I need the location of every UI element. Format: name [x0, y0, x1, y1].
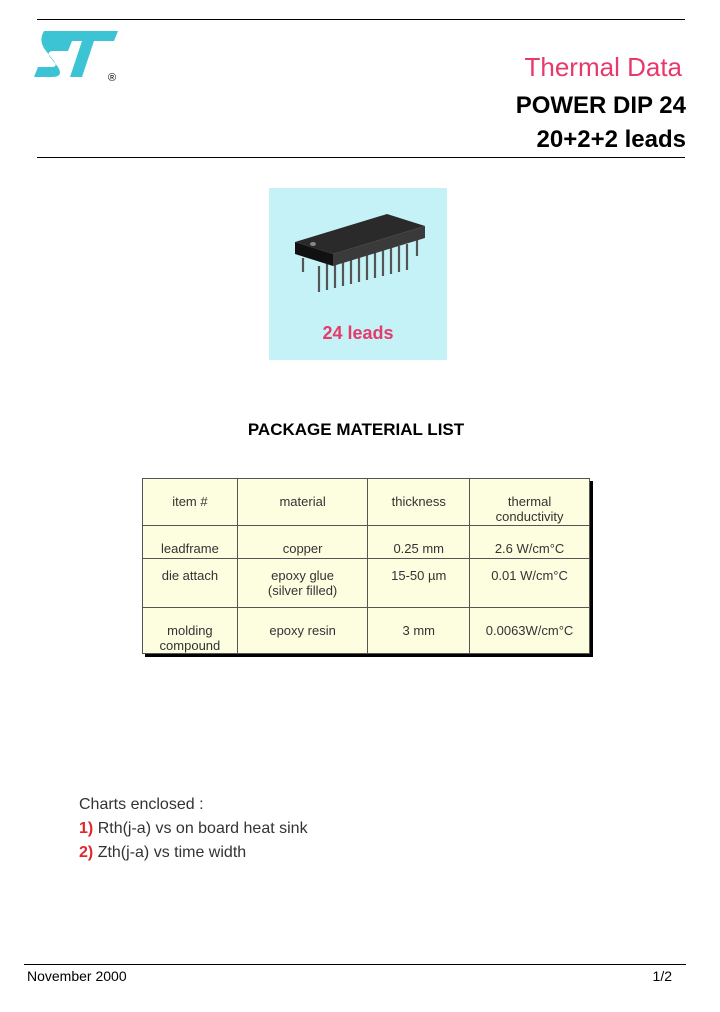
table-cell: epoxy resin: [237, 608, 368, 654]
chart-item: [79, 841, 308, 865]
header-rule: [37, 157, 685, 158]
table-cell: 0.25 mm: [368, 526, 470, 559]
table-cell: 0.01 W/cm°C: [470, 559, 590, 608]
header-material: material: [237, 479, 368, 526]
page-number: 1/2: [652, 968, 672, 984]
table-row: [143, 559, 590, 608]
table-cell: epoxy glue (silver filled): [237, 559, 368, 608]
chart-item: [79, 817, 308, 841]
table-row: [143, 526, 590, 559]
package-image-panel: [269, 188, 447, 360]
chart-label: Rth(j-a) vs on board heat sink: [97, 820, 308, 837]
st-logo: [32, 27, 124, 85]
table-cell: 2.6 W/cm°C: [470, 526, 590, 559]
registered-mark: ®: [108, 72, 117, 84]
table-cell: 0.0063W/cm°C: [470, 608, 590, 654]
chart-label: Zth(j-a) vs time width: [97, 844, 247, 861]
charts-heading: Charts enclosed :: [79, 796, 204, 813]
dip-package-illustration: [291, 200, 429, 300]
chart-number: 1): [79, 820, 94, 837]
footer-rule: [24, 964, 686, 965]
doc-title: Thermal Data: [524, 52, 682, 82]
footer-date: November 2000: [27, 968, 127, 984]
header-thickness: thickness: [368, 479, 470, 526]
lead-config: 20+2+2 leads: [536, 126, 686, 153]
table-row: [143, 608, 590, 654]
table-header-row: [143, 479, 590, 526]
package-caption: 24 leads: [322, 323, 394, 343]
table-cell: molding compound: [143, 608, 238, 654]
charts-enclosed: [79, 793, 308, 865]
table-cell: 15-50 µm: [368, 559, 470, 608]
material-list-title: PACKAGE MATERIAL LIST: [247, 420, 465, 439]
package-name: POWER DIP 24: [515, 92, 686, 119]
table-cell: leadframe: [143, 526, 238, 559]
material-table: [142, 478, 590, 654]
table-cell: copper: [237, 526, 368, 559]
table-cell: die attach: [143, 559, 238, 608]
top-rule: [37, 19, 685, 20]
table-cell: 3 mm: [368, 608, 470, 654]
chart-number: 2): [79, 844, 94, 861]
header-item: item #: [143, 479, 238, 526]
header-thermal-conductivity: thermal conductivity: [470, 479, 590, 526]
